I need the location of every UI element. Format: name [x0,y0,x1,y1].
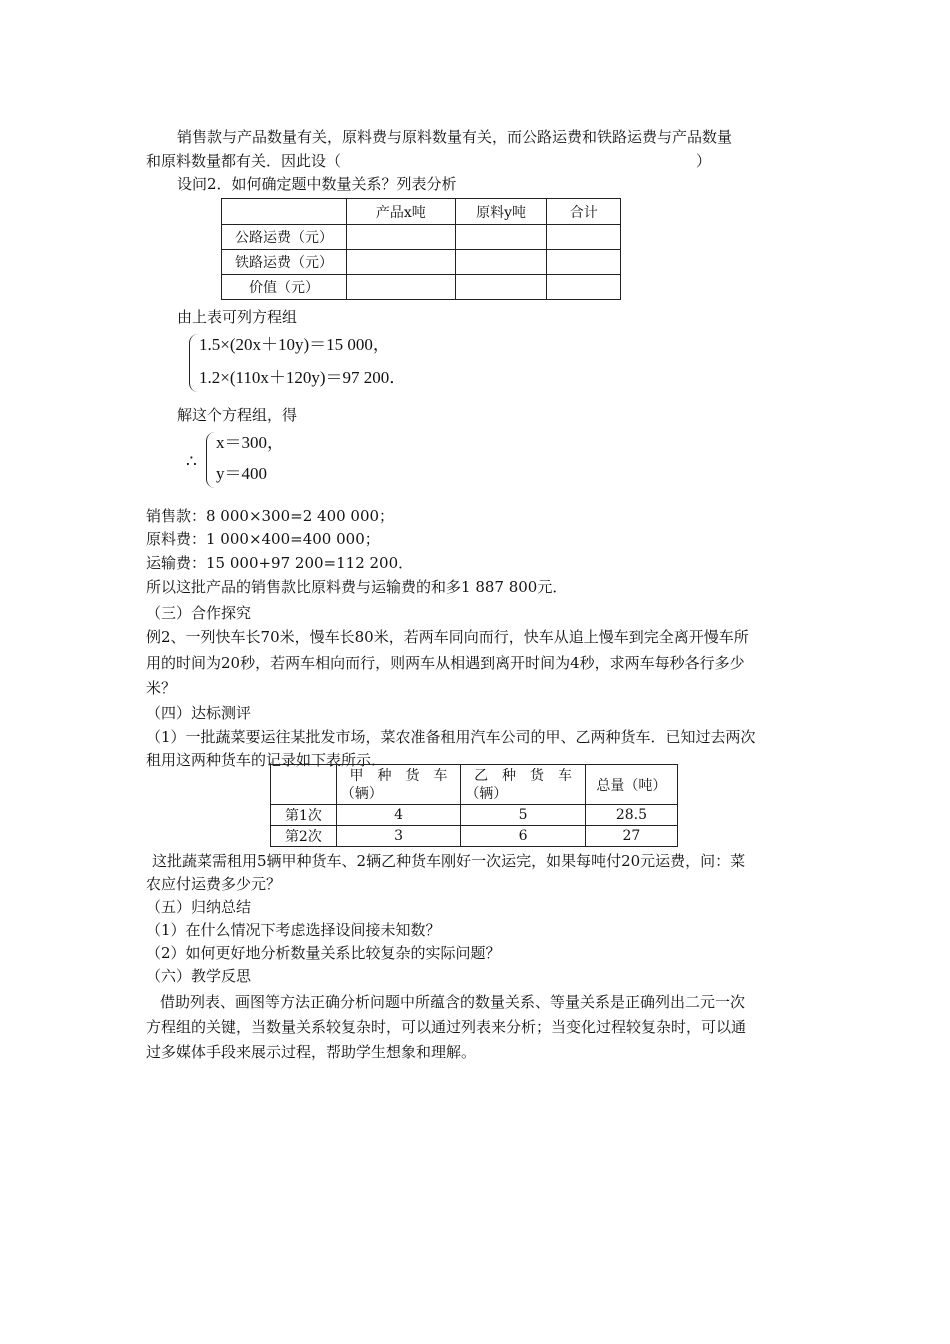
table-cell [547,250,621,275]
table-cell: 3 [336,826,461,847]
table-cell [547,225,621,250]
section-5-title: （五）归纳总结 [146,898,252,916]
therefore-symbol: ∴ [186,452,197,471]
intro-line-2: 和原料数量都有关．因此设（ [146,152,342,170]
table-cell: 5 [461,805,586,826]
table-header-line: 乙 种 货 车 [474,767,573,784]
question-2: 设问2．如何确定题中数量关系？列表分析 [177,175,457,193]
table-header-cell [271,765,337,805]
table-cell [547,275,621,300]
table-cell [346,275,455,300]
table-header-cell: 产品x吨 [346,199,455,225]
table-header-cell: 合计 [547,199,621,225]
table-header-line: 甲 种 货 车 [349,767,448,784]
table-header-cell: 总量（吨） [585,765,677,805]
table-cell: 4 [336,805,461,826]
table-header-cell [461,765,586,805]
problem-line: （1）一批蔬菜要运往某批发市场，菜农准备租用汽车公司的甲、乙两种货车．已知过去两次 [146,728,756,746]
table-row-label: 价值（元） [222,275,347,300]
problem-line: 租用这两种货车的记录如下表所示． [146,751,387,769]
section-4-title: （四）达标测评 [146,704,252,722]
analysis-table [221,198,621,300]
truck-table [270,764,678,847]
table-row-label: 第1次 [271,805,337,826]
equation-brace [189,334,198,392]
table-cell [455,275,547,300]
summary-item: （2）如何更好地分析数量关系比较复杂的实际问题？ [146,944,501,962]
table-row-label: 第2次 [271,826,337,847]
truck-question-line: 农应付运费多少元？ [146,875,282,893]
example-2-line: 用的时间为20秒，若两车相向而行，则两车从相遇到离开时间为4秒，求两车每秒各行多少 [146,654,745,672]
equation-2: 1.2×(110x＋120y)＝97 200． [199,368,407,387]
table-header-line: （辆） [340,785,383,802]
table-cell [346,225,455,250]
truck-question-line: 这批蔬菜需租用5辆甲种货车、2辆乙种货车刚好一次运完，如果每吨付20元运费，问：菜 [152,852,746,870]
table-header-cell [336,765,461,805]
calc-material: 原料费：1 000×400=400 000； [146,530,380,548]
reflection-line: 借助列表、画图等方法正确分析问题中所蕴含的数量关系、等量关系是正确列出二元一次 [160,993,746,1011]
table-header-cell: 原料y吨 [455,199,547,225]
table-cell [346,250,455,275]
intro-line-2-close: ） [696,152,712,170]
calc-transport: 运输费：15 000+97 200=112 200． [146,554,414,572]
table-cell [455,250,547,275]
reflection-line: 方程组的关键，当数量关系较复杂时，可以通过列表来分析；当变化过程较复杂时，可以通 [146,1018,747,1036]
table-row-label: 公路运费（元） [222,225,347,250]
table-cell [455,225,547,250]
table-cell: 28.5 [585,805,677,826]
solution-y: y＝400 [216,464,267,483]
calc-sales: 销售款：8 000×300=2 400 000； [146,507,395,525]
solve-intro: 解这个方程组，得 [177,406,298,424]
equation-1: 1.5×(20x＋10y)＝15 000， [199,335,390,354]
intro-line-1: 销售款与产品数量有关，原料费与原料数量有关，而公路运费和铁路运费与产品数量 [177,128,733,146]
example-2-line: 例2、一列快车长70米，慢车长80米，若两车同向而行，快车从追上慢车到完全离开慢车所 [146,628,749,646]
example-2-line: 米？ [146,679,177,697]
summary-item: （1）在什么情况下考虑选择设间接未知数？ [146,921,441,939]
system-intro: 由上表可列方程组 [177,308,298,326]
calc-conclusion: 所以这批产品的销售款比原料费与运输费的和多1 887 800元． [146,578,568,596]
section-6-title: （六）教学反思 [146,967,252,985]
solution-brace [206,432,215,488]
solution-x: x＝300， [216,433,284,452]
table-header-line: （辆） [465,785,508,802]
table-cell: 6 [461,826,586,847]
table-row-label: 铁路运费（元） [222,250,347,275]
section-3-title: （三）合作探究 [146,604,252,622]
table-header-cell [222,199,347,225]
table-cell: 27 [585,826,677,847]
reflection-line: 过多媒体手段来展示过程，帮助学生想象和理解。 [146,1043,477,1061]
